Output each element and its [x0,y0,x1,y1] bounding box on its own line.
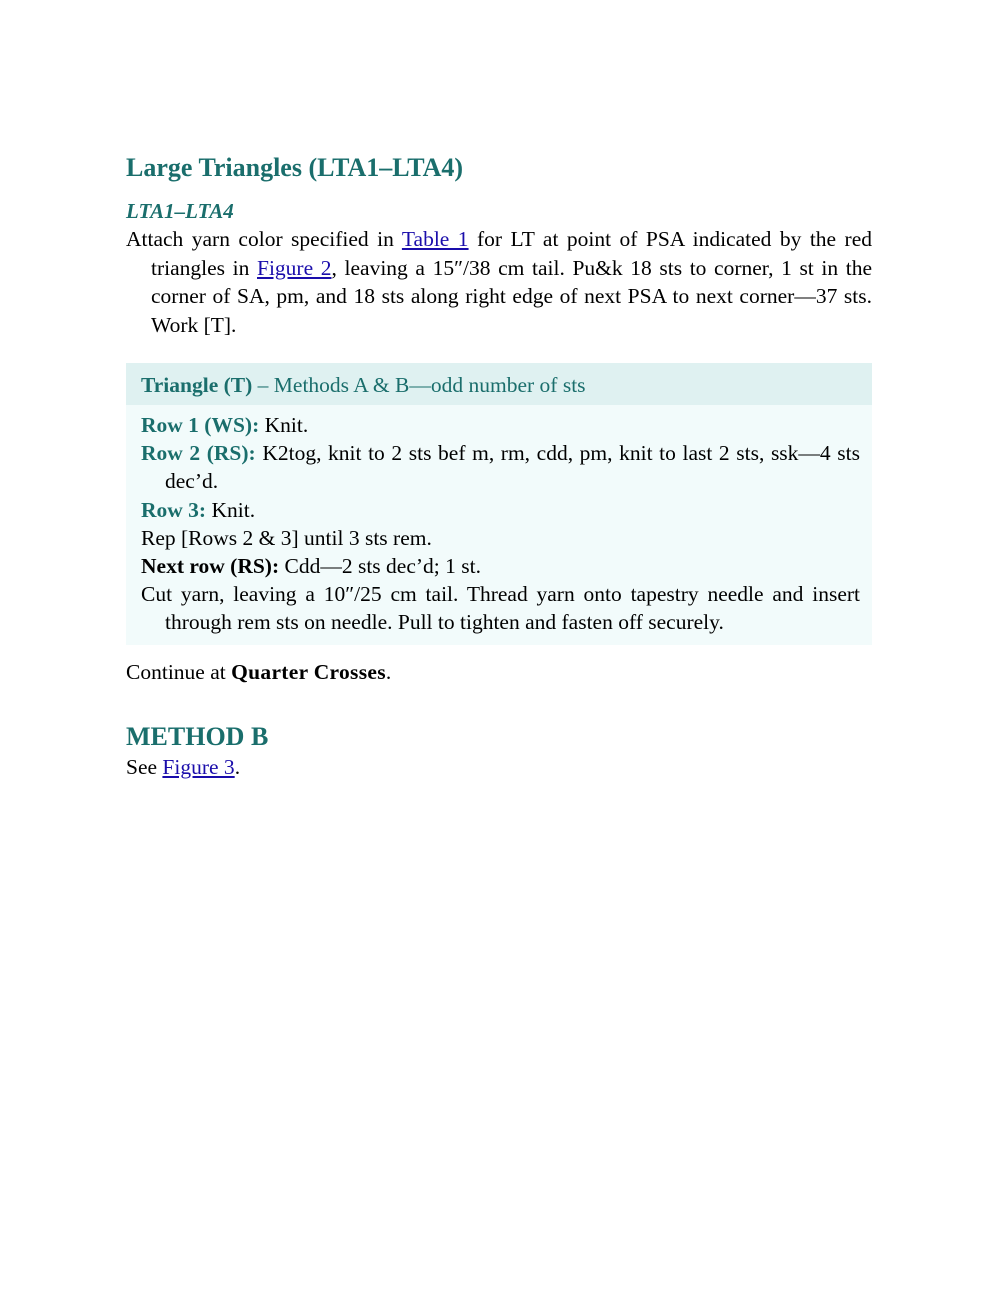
row-1-text: Knit. [259,413,309,437]
next-row-label: Next row (RS): [141,554,280,579]
see-suffix: . [234,755,241,779]
see-prefix: See [126,755,163,779]
figure-3-link[interactable]: Figure 3 [162,755,235,779]
triangle-box-title-bold: Triangle (T) [141,373,253,397]
section-title: Large Triangles (LTA1–LTA4) [126,153,464,182]
method-b-title: METHOD B [126,722,269,751]
row-1-label: Row 1 (WS): [141,413,260,437]
intro-text-3: , leaving a 15″/38 cm tail. Pu&k 18 sts to corner, 1 st in the corner of SA, pm, and 18 sts along right edge of next PSA to next corner—37 sts. Work [T]. [151,255,873,337]
figure-2-link[interactable]: Figure 2 [257,255,332,280]
intro-text-2: for LT at point of PSA indicated by the red triangles in [151,227,872,280]
row-1-line [141,411,860,439]
triangle-box-body [126,405,872,637]
see-figure-line [126,752,240,782]
triangle-box-header [126,363,872,405]
table-1-link[interactable]: Table 1 [401,227,469,251]
intro-paragraph [126,225,872,339]
row-2-label: Row 2 (RS): [141,441,256,466]
subsection-title: LTA1–LTA4 [126,199,234,223]
row-3-line [141,496,860,524]
row-2-text: K2tog, knit to 2 sts bef m, rm, cdd, pm, knit to last 2 sts, ssk—4 sts dec’d. [165,441,860,494]
triangle-box-title-rest: – Methods A & B—odd number of sts [252,373,586,397]
cut-yarn-line: Cut yarn, leaving a 10″/25 cm tail. Thread yarn onto tapestry needle and insert through rem sts on needle. Pull to tighten and fasten off securely. [141,582,860,635]
row-2-line [141,439,860,495]
next-row-text: Cdd—2 sts dec’d; 1 st. [279,554,481,579]
continue-target: Quarter Crosses [231,660,386,684]
repeat-line: Rep [Rows 2 & 3] until 3 sts rem. [141,525,432,550]
intro-text-1: Attach yarn color specified in [126,227,402,251]
continue-line [126,657,391,687]
continue-suffix: . [385,660,392,684]
row-3-label: Row 3: [141,497,207,522]
triangle-instructions-box [126,363,872,645]
continue-prefix: Continue at [126,660,232,684]
next-row-line [141,552,860,580]
row-3-text: Knit. [206,497,256,522]
